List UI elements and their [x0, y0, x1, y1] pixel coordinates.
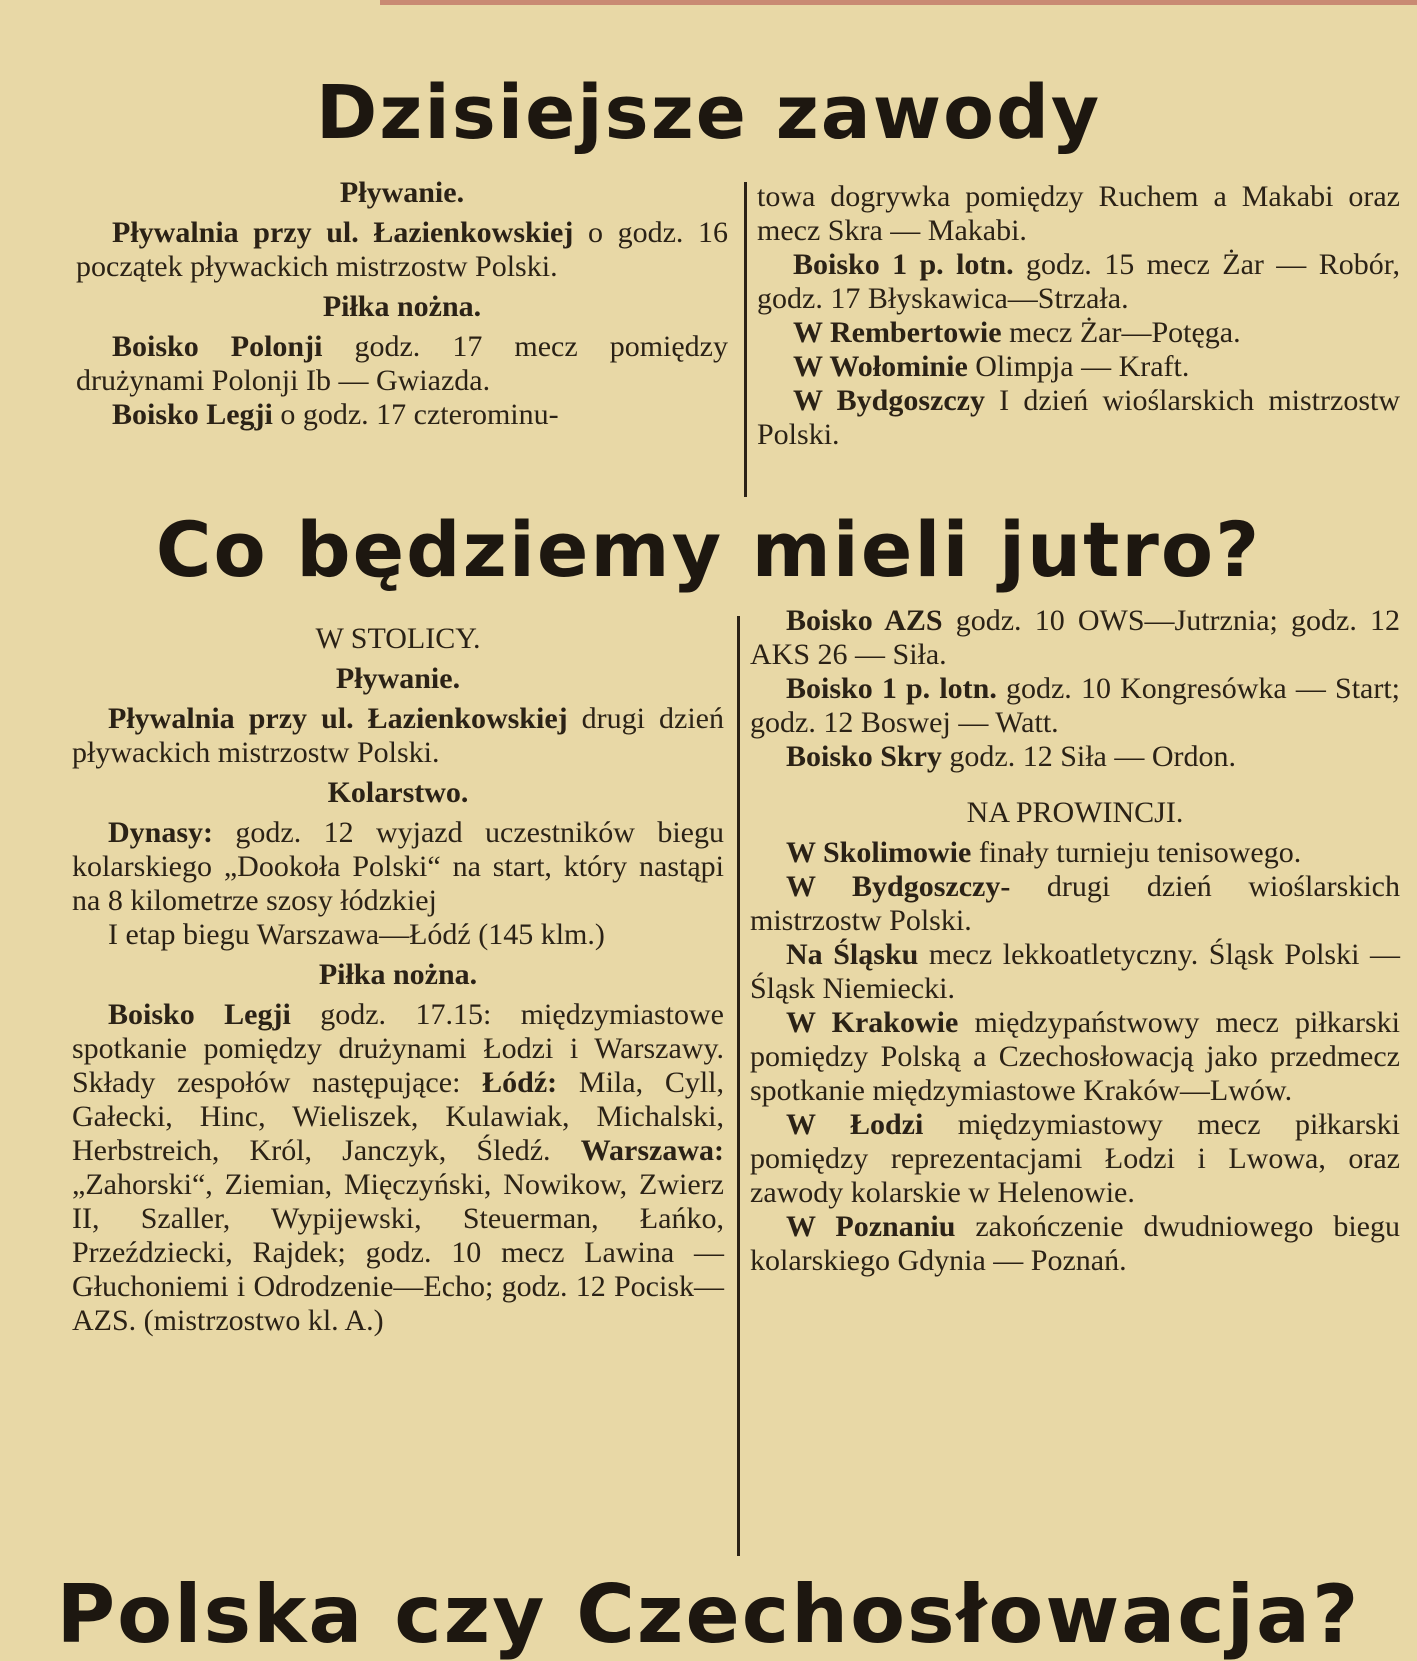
next-article-headline: Polska czy Czechosłowacja?	[56, 1568, 1361, 1661]
bold-lead-text: W Bydgoszczy	[793, 384, 985, 417]
tomorrow-left-column	[72, 600, 724, 1338]
paragraph	[750, 672, 1400, 740]
body-text: Piłka nożna.	[318, 958, 478, 991]
paragraph	[750, 604, 1400, 672]
column-divider	[737, 616, 740, 1556]
bold-lead-text: Boisko 1 p. lotn.	[786, 672, 997, 705]
body-text: międzypaństwowy mecz piłkarski pomiędzy Polską a Czechosłowacją jako przedmecz spotkanie międzymiastowe Kraków—Lwów.	[750, 1006, 1400, 1107]
body-text: drugi dzień pływackich mistrzostw Polski.	[72, 702, 725, 769]
body-text: I dzień wioślarskich mistrzostw Polski.	[757, 384, 1400, 451]
body-text: Pływanie.	[339, 176, 465, 209]
body-text: Mila, Cyll, Gałecki, Hinc, Wieliszek, Kulawiak, Michalski, Herbstreich, Król, Janczyk, Śledź.	[72, 1066, 724, 1167]
body-text: godz. 12 Siła — Ordon.	[941, 740, 1237, 773]
bold-lead-text: Pływalnia przy ul. Łazienkowskiej	[112, 216, 574, 249]
headline-tomorrow: Co będziemy mieli jutro?	[155, 505, 1262, 594]
section-subheading	[750, 796, 1400, 830]
paragraph	[750, 1108, 1400, 1210]
paragraph	[757, 384, 1400, 452]
bold-lead-text: W Krakowie	[786, 1006, 959, 1039]
bold-lead-text: Boisko AZS	[786, 604, 943, 637]
body-text: godz. 17.15: międzymiastowe spotkanie pomiędzy drużynami Łodzi i Warszawy. Składy zespołów następujące:	[72, 998, 724, 1099]
paragraph	[72, 702, 724, 770]
paragraph	[757, 316, 1400, 350]
body-text: godz. 12 wyjazd uczestników biegu kolarskiego „Dookoła Polski“ na start, który nastąpi na 8 kilometrze szosy łódzkiej	[72, 816, 724, 917]
bold-lead-text: W Skolimowie	[786, 836, 972, 869]
section-subheading	[72, 958, 724, 992]
paragraph	[76, 330, 728, 398]
paragraph	[750, 740, 1400, 774]
paragraph	[757, 350, 1400, 384]
body-text: Piłka nożna.	[322, 290, 482, 323]
body-text: drugi dzień wioślarskich mistrzostw Polski.	[750, 870, 1400, 937]
body-text: międzymiastowy mecz piłkarski pomiędzy reprezentacjami Łodzi i Lwowa, oraz zawody kolarskie w Helenowie.	[750, 1108, 1400, 1209]
body-text: o godz. 16 początek pływackich mistrzostw Polski.	[76, 216, 728, 283]
bold-lead-text: Dynasy:	[108, 816, 214, 849]
paragraph	[72, 816, 724, 918]
body-text: I etap biegu Warszawa—Łódź (145 klm.)	[108, 918, 605, 951]
tomorrow-right-column	[750, 604, 1400, 1278]
section-subheading	[72, 622, 724, 656]
section-subheading	[72, 662, 724, 696]
section-subheading	[76, 290, 728, 324]
body-text: mecz lekkoatletyczny. Śląsk Polski — Śląsk Niemiecki.	[750, 938, 1400, 1005]
body-text: godz. 15 mecz Żar — Robór, godz. 17 Błyskawica—Strzała.	[757, 248, 1400, 315]
paragraph	[757, 248, 1400, 316]
bold-lead-text: W Poznaniu	[786, 1210, 956, 1243]
bold-lead-text: Łódź:	[482, 1066, 558, 1099]
paragraph	[750, 1210, 1400, 1278]
bold-lead-text: Pływalnia przy ul. Łazienkowskiej	[108, 702, 568, 735]
page-edge-rule	[380, 0, 1417, 5]
bold-lead-text: Boisko Polonji	[112, 330, 323, 363]
body-text: towa dogrywka pomiędzy Ruchem a Makabi oraz mecz Skra — Makabi.	[757, 180, 1400, 247]
body-text: godz. 10 OWS—Jutrznia; godz. 12 AKS 26 — Siła.	[750, 604, 1400, 671]
body-text: Pływanie.	[335, 662, 461, 695]
paragraph	[76, 398, 728, 432]
body-text: NA PROWINCJI.	[966, 796, 1184, 829]
body-text: o godz. 17 czterominu-	[272, 398, 559, 431]
body-text: W STOLICY.	[315, 622, 481, 655]
bold-lead-text: W Rembertowie	[793, 316, 1002, 349]
body-text: godz. 10 Kongresówka — Start; godz. 12 Boswej — Watt.	[750, 672, 1401, 739]
bold-lead-text: W Łodzi	[786, 1108, 924, 1141]
today-right-column	[757, 180, 1400, 452]
paragraph	[750, 836, 1400, 870]
body-text: finały turnieju tenisowego.	[971, 836, 1302, 869]
today-left-column	[76, 170, 728, 432]
bold-lead-text: Boisko Legji	[112, 398, 273, 431]
paragraph	[750, 1006, 1400, 1108]
body-text: Olimpja — Kraft.	[967, 350, 1190, 383]
bold-lead-text: Boisko 1 p. lotn.	[793, 248, 1014, 281]
headline-todays-events: Dzisiejsze zawody	[315, 70, 1102, 156]
section-subheading	[76, 176, 728, 210]
body-text: Kolarstwo.	[327, 776, 469, 809]
bold-lead-text: Boisko Skry	[786, 740, 942, 773]
paragraph	[750, 938, 1400, 1006]
paragraph	[72, 918, 724, 952]
section-subheading	[72, 776, 724, 810]
body-text: godz. 17 mecz pomiędzy drużynami Polonji Ib — Gwiazda.	[76, 330, 728, 397]
bold-lead-text: W Bydgoszczy-	[786, 870, 1011, 903]
body-text: „Zahorski“, Ziemian, Mięczyński, Nowikow, Zwierz II, Szaller, Wypijewski, Steuerman, Łańko, Przeździecki, Rajdek; godz. 10 mecz Lawina — Głuchoniemi i Odrodzenie—Echo; godz. 12 Pocisk—AZS. (mistrzostwo kl. A.)	[72, 1168, 724, 1337]
bold-lead-text: W Wołominie	[793, 350, 968, 383]
body-text: zakończenie dwudniowego biegu kolarskiego Gdynia — Poznań.	[750, 1210, 1400, 1277]
paragraph	[757, 180, 1400, 248]
bold-lead-text: Boisko Legji	[108, 998, 291, 1031]
paragraph	[750, 870, 1400, 938]
paragraph	[76, 216, 728, 284]
paragraph	[72, 998, 724, 1338]
column-divider	[744, 182, 747, 497]
body-text: mecz Żar—Potęga.	[1001, 316, 1241, 349]
bold-lead-text: Na Śląsku	[786, 938, 919, 971]
bold-lead-text: Warszawa:	[580, 1134, 724, 1167]
